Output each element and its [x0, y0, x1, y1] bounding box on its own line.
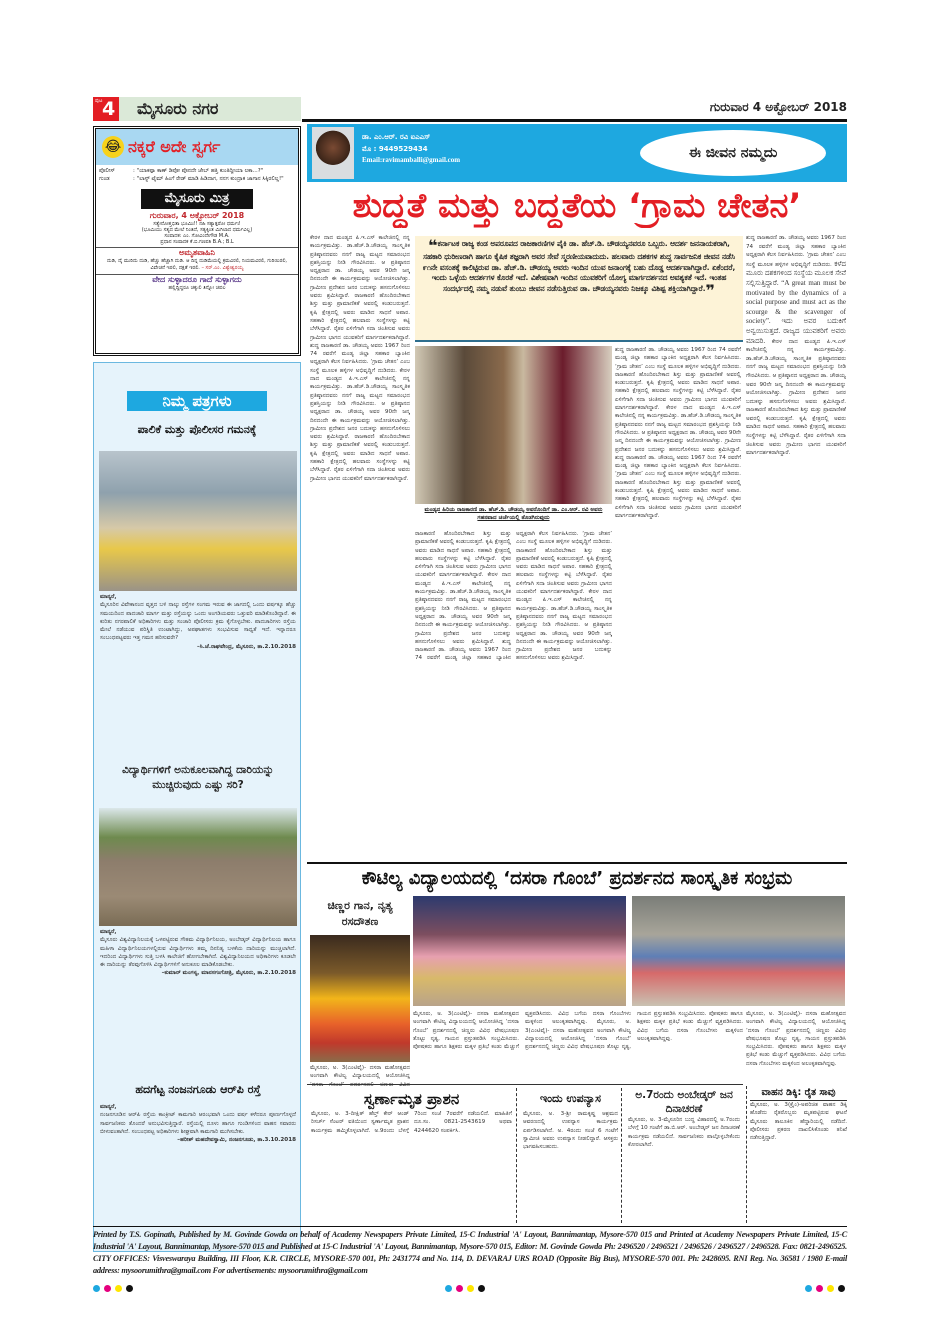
laughing-face-icon: 😂 [102, 136, 124, 158]
briefs-rule [307, 1084, 743, 1085]
article-body-col3: ಶುದ್ಧ ರಾಜಕಾರಣಿ ಡಾ. ಚೌಡಯ್ಯ ಅವರು 1967 ರಿಂದ 74 ರವರೆಗೆ ಮಂಡ್ಯ ಜಿಲ್ಲಾ ಸಹಕಾರ ಬ್ಯಾಂಕಿನ ಅಧ್ಯಕ್ಷರಾಗಿ ಕೆಲಸ ನಿರ್ವಹಿಸಿದರು. ‘ಗ್ರಾಮ ಚೇತನ’ ಎಂಬ ಸಂಸ್ಥೆ ಮೂಲಕ ಹಳ್ಳಿಗಳ ಅಭಿವೃದ್ಧಿಗೆ ದುಡಿದರು. ರಾಜಕಾರಣಿ ಹೊಂದಿರಬೇಕಾದ ಶಿಸ್ತು ಮತ್ತು ಪ್ರಾಮಾಣಿಕತೆ ಅವರಲ್ಲಿ ಕಂಡುಬರುತ್ತದೆ. ಕೃಷಿ ಕ್ಷೇತ್ರದಲ್ಲಿ ಅವರು ಮಾಡಿದ ಸಾಧನೆ ಅಪಾರ. ಸಹಕಾರಿ ಕ್ಷೇತ್ರದಲ್ಲಿ ಹಲವಾರು ಸಂಸ್ಥೆಗಳನ್ನು ಕಟ್ಟಿ ಬೆಳೆಸಿದ್ದಾರೆ. ರೈತರ ಏಳಿಗೆಗಾಗಿ ಸದಾ ಚಿಂತಿಸುವ ಅವರು ಗ್ರಾಮೀಣ ಭಾಗದ ಯುವಕರಿಗೆ ಮಾರ್ಗದರ್ಶಕರಾಗಿದ್ದಾರೆ. ಕೇರಳ ದಾದ ಮಂಡ್ಯದ ಪಿ.ಇ.ಎಸ್ ಕಾಲೇಜಿನಲ್ಲಿ ನನ್ನ ಕಾರ್ಯಕ್ರಮವಿತ್ತು. ಡಾ.ಹೆಚ್.ಡಿ.ಚೌಡಯ್ಯ ಸಾಂಸ್ಕೃತಿಕ ಪ್ರತಿಷ್ಠಾನದವರು ನನಗೆ ರಾಜ್ಯ ಮಟ್ಟದ ಸಮಾರಂಭದ ಪ್ರಶಸ್ತಿಯನ್ನು ನೀಡಿ ಗೌರವಿಸಿದರು. ಆ ಪ್ರತಿಷ್ಠಾನದ ಅಧ್ಯಕ್ಷರಾದ ಡಾ. ಚೌಡಯ್ಯ ಅವರ 90ನೇ ಜನ್ಮ ದಿನದಂದೇ ಈ ಕಾರ್ಯಕ್ರಮವನ್ನು ಆಯೋಜಿಸಲಾಗಿತ್ತು. ಗ್ರಾಮೀಣ ಪ್ರದೇಶದ ಜನರ ಬದುಕನ್ನು ಹಸನುಗೊಳಿಸಲು ಅವರು ಶ್ರಮಿಸಿದ್ದಾರೆ. ಶುದ್ಧ ರಾಜಕಾರಣಿ ಡಾ. ಚೌಡಯ್ಯ ಅವರು 1967 ರಿಂದ 74 ರವರೆಗೆ ಮಂಡ್ಯ ಜಿಲ್ಲಾ ಸಹಕಾರ ಬ್ಯಾಂಕಿನ ಅಧ್ಯಕ್ಷರಾಗಿ ಕೆಲಸ ನಿರ್ವಹಿಸಿದರು. ‘ಗ್ರಾಮ ಚೇತನ’ ಎಂಬ ಸಂಸ್ಥೆ ಮೂಲಕ ಹಳ್ಳಿಗಳ ಅಭಿವೃದ್ಧಿಗೆ ದುಡಿದರು. ರಾಜಕಾರಣಿ ಹೊಂದಿರಬೇಕಾದ ಶಿಸ್ತು ಮತ್ತು ಪ್ರಾಮಾಣಿಕತೆ ಅವರಲ್ಲಿ ಕಂಡುಬರುತ್ತದೆ. ಕೃಷಿ ಕ್ಷೇತ್ರದಲ್ಲಿ ಅವರು ಮಾಡಿದ ಸಾಧನೆ ಅಪಾರ. ಸಹಕಾರಿ ಕ್ಷೇತ್ರದಲ್ಲಿ ಹಲವಾರು ಸಂಸ್ಥೆಗಳನ್ನು ಕಟ್ಟಿ ಬೆಳೆಸಿದ್ದಾರೆ. ರೈತರ ಏಳಿಗೆಗಾಗಿ ಸದಾ ಚಿಂತಿಸುವ ಅವರು ಗ್ರಾಮೀಣ ಭಾಗದ ಯುವಕರಿಗೆ ಮಾರ್ಗದರ್ಶಕರಾಗಿದ್ದಾರೆ. [615, 347, 741, 519]
page-number: 4 [102, 98, 116, 120]
brief-item [307, 1088, 517, 1223]
registration-marks-center [445, 1277, 489, 1296]
letter-photo-shop [99, 451, 297, 591]
dasara-subhead: ಚಿಣ್ಣರ ಗಾನ, ನೃತ್ಯ ರಸದೌತಣ [327, 899, 393, 928]
registration-marks-left [93, 1277, 137, 1296]
author-name: ಡಾ. ಎಂ.ಆರ್. ರವಿ ಐಎಎಸ್ [362, 133, 431, 141]
brief-body: ಮೈಸೂರು, ಅ. 3-ಶ್ರೀ ರಾಮಕೃಷ್ಣ ಆಶ್ರಮದ ಆವರಣದಲ್ಲಿ ಉಪನ್ಯಾಸ ಕಾರ್ಯಕ್ರಮ ಏರ್ಪಡಿಸಲಾಗಿದೆ. ಅ. 4ರಂದು ಸಂಜೆ 6 ಗಂಟೆಗೆ ಸ್ವಾಮೀಜಿ ಅವರು ಉಪನ್ಯಾಸ ನೀಡಲಿದ್ದಾರೆ. ಆಸಕ್ತರು ಭಾಗವಹಿಸಬಹುದು. [523, 1111, 618, 1151]
letter-salutation: ಮಾನ್ಯರೆ, [100, 929, 117, 935]
joke-title: ನಕ್ಕರೆ ಅದೇ ಸ್ವರ್ಗ [128, 137, 221, 156]
brief-headline: ಸ್ವರ್ಣಾಮೃತ ಪ್ರಾಶನ [363, 1090, 460, 1108]
column-series-title: ಈ ಜೀವನ ನಮ್ಮದು [640, 130, 826, 176]
footer-rule [93, 1226, 847, 1227]
amrita-text: ದುಡಿ, ದೈ ಮುರಿದು ದುಡಿ, ಹೆಚ್ಚು ಹೆಚ್ಚಾಗಿ ದುಡಿ. ಆ ದಿನ್ನ ದುಡಿಮೆಯಲ್ಲಿ ಕ್ರಮವಿರಲಿ, ನಿಯಮವಿರಲಿ, ಗುರಿಯಿರಲಿ, ವಿವೇಚನೆ ಇರಲಿ, ದಕ್ಷತೆ ಇರಲಿ. [106, 258, 288, 271]
brief-headline: ವಾಹನ ಡಿಕ್ಕಿ: ರೈತ ಸಾವು [750, 1086, 847, 1101]
article-body-col1: ಕೇರಳ ದಾದ ಮಂಡ್ಯದ ಪಿ.ಇ.ಎಸ್ ಕಾಲೇಜಿನಲ್ಲಿ ನನ್ನ ಕಾರ್ಯಕ್ರಮವಿತ್ತು. ಡಾ.ಹೆಚ್.ಡಿ.ಚೌಡಯ್ಯ ಸಾಂಸ್ಕೃತಿಕ ಪ್ರತಿಷ್ಠಾನದವರು ನನಗೆ ರಾಜ್ಯ ಮಟ್ಟದ ಸಮಾರಂಭದ ಪ್ರಶಸ್ತಿಯನ್ನು ನೀಡಿ ಗೌರವಿಸಿದರು. ಆ ಪ್ರತಿಷ್ಠಾನದ ಅಧ್ಯಕ್ಷರಾದ ಡಾ. ಚೌಡಯ್ಯ ಅವರ 90ನೇ ಜನ್ಮ ದಿನದಂದೇ ಈ ಕಾರ್ಯಕ್ರಮವನ್ನು ಆಯೋಜಿಸಲಾಗಿತ್ತು. ಗ್ರಾಮೀಣ ಪ್ರದೇಶದ ಜನರ ಬದುಕನ್ನು ಹಸನುಗೊಳಿಸಲು ಅವರು ಶ್ರಮಿಸಿದ್ದಾರೆ. ರಾಜಕಾರಣಿ ಹೊಂದಿರಬೇಕಾದ ಶಿಸ್ತು ಮತ್ತು ಪ್ರಾಮಾಣಿಕತೆ ಅವರಲ್ಲಿ ಕಂಡುಬರುತ್ತದೆ. ಕೃಷಿ ಕ್ಷೇತ್ರದಲ್ಲಿ ಅವರು ಮಾಡಿದ ಸಾಧನೆ ಅಪಾರ. ಸಹಕಾರಿ ಕ್ಷೇತ್ರದಲ್ಲಿ ಹಲವಾರು ಸಂಸ್ಥೆಗಳನ್ನು ಕಟ್ಟಿ ಬೆಳೆಸಿದ್ದಾರೆ. ರೈತರ ಏಳಿಗೆಗಾಗಿ ಸದಾ ಚಿಂತಿಸುವ ಅವರು ಗ್ರಾಮೀಣ ಭಾಗದ ಯುವಕರಿಗೆ ಮಾರ್ಗದರ್ಶಕರಾಗಿದ್ದಾರೆ. ಶುದ್ಧ ರಾಜಕಾರಣಿ ಡಾ. ಚೌಡಯ್ಯ ಅವರು 1967 ರಿಂದ 74 ರವರೆಗೆ ಮಂಡ್ಯ ಜಿಲ್ಲಾ ಸಹಕಾರ ಬ್ಯಾಂಕಿನ ಅಧ್ಯಕ್ಷರಾಗಿ ಕೆಲಸ ನಿರ್ವಹಿಸಿದರು. ‘ಗ್ರಾಮ ಚೇತನ’ ಎಂಬ ಸಂಸ್ಥೆ ಮೂಲಕ ಹಳ್ಳಿಗಳ ಅಭಿವೃದ್ಧಿಗೆ ದುಡಿದರು. ಕೇರಳ ದಾದ ಮಂಡ್ಯದ ಪಿ.ಇ.ಎಸ್ ಕಾಲೇಜಿನಲ್ಲಿ ನನ್ನ ಕಾರ್ಯಕ್ರಮವಿತ್ತು. ಡಾ.ಹೆಚ್.ಡಿ.ಚೌಡಯ್ಯ ಸಾಂಸ್ಕೃತಿಕ ಪ್ರತಿಷ್ಠಾನದವರು ನನಗೆ ರಾಜ್ಯ ಮಟ್ಟದ ಸಮಾರಂಭದ ಪ್ರಶಸ್ತಿಯನ್ನು ನೀಡಿ ಗೌರವಿಸಿದರು. ಆ ಪ್ರತಿಷ್ಠಾನದ ಅಧ್ಯಕ್ಷರಾದ ಡಾ. ಚೌಡಯ್ಯ ಅವರ 90ನೇ ಜನ್ಮ ದಿನದಂದೇ ಈ ಕಾರ್ಯಕ್ರಮವನ್ನು ಆಯೋಜಿಸಲಾಗಿತ್ತು. ಗ್ರಾಮೀಣ ಪ್ರದೇಶದ ಜನರ ಬದುಕನ್ನು ಹಸನುಗೊಳಿಸಲು ಅವರು ಶ್ರಮಿಸಿದ್ದಾರೆ. ರಾಜಕಾರಣಿ ಹೊಂದಿರಬೇಕಾದ ಶಿಸ್ತು ಮತ್ತು ಪ್ರಾಮಾಣಿಕತೆ ಅವರಲ್ಲಿ ಕಂಡುಬರುತ್ತದೆ. ಕೃಷಿ ಕ್ಷೇತ್ರದಲ್ಲಿ ಅವರು ಮಾಡಿದ ಸಾಧನೆ ಅಪಾರ. ಸಹಕಾರಿ ಕ್ಷೇತ್ರದಲ್ಲಿ ಹಲವಾರು ಸಂಸ್ಥೆಗಳನ್ನು ಕಟ್ಟಿ ಬೆಳೆಸಿದ್ದಾರೆ. ರೈತರ ಏಳಿಗೆಗಾಗಿ ಸದಾ ಚಿಂತಿಸುವ ಅವರು ಗ್ರಾಮೀಣ ಭಾಗದ ಯುವಕರಿಗೆ ಮಾರ್ಗದರ್ಶಕರಾಗಿದ್ದಾರೆ. [310, 235, 410, 482]
joke-line: : "ಯಾಕಪ್ಪಾ ಕಾಣ್ ಡಿಪೋ ಪೊನದೇ ಜೇಬ್ ಹತ್ತಿ ಕುಂತಿದ್ದೀಯಾ ಲಕಾ...?" [133, 168, 264, 174]
footer-imprint: Printed by T.S. Gopinath, Published by M. Govinde Gowda on behalf of Academy Newspapers Private Limited, 15-C Industrial 'A' Layout, Bannimantap, Mysore-570 015 and Printed at Academy Newspapers Private Limited, 15-C Industrial 'A' Layout, Bannimantap, Mysore-570 015 and Published at 15-C Industrial 'A' Layout, Bannimantap, Mysore-570 015, Editor: M. Govinde Gowda Ph: 2496520 / 2496521 / 2496526 / 2496527 / 2496528. Fax: 0821-2496525. CITY OFFICES: Visveswaraya Building, III Floor, K.R. CIRCLE, MYSORE-570 001, Ph: 2431774 and No. 114, D. DEVARAJ URS ROAD (Opposite Big Bus), MYSORE-570 001. Ph: 2428695. RNI Reg. No. 36581 / 1980 E-mail address: mysoorumithra@gmail.com For advertisements: mysoorumithra@gmail.com [93, 1230, 847, 1275]
letter-salutation: ಮಾನ್ಯರೆ, [100, 594, 117, 600]
letter-body: ನಂಜನಗೂಡಿನ ಆರ್‌ಪಿ ರಸ್ತೆಯ ಕಾಂಕ್ರೀಟ್ ಕಾಮಗಾರಿ ಆರಂಭವಾಗಿ ಒಂದು ವರ್ಷ ಕಳೆದರೂ ಪೂರ್ಣಗೊಳ್ಳದೆ ಸಾರ್ವಜನಿಕರು ತೊಂದರೆ ಅನುಭವಿಸುತ್ತಿದ್ದಾರೆ. ರಸ್ತೆಯಲ್ಲಿ ದೂಳು ಹಾಗೂ ಗುಂಡಿಗಳಿಂದ ವಾಹನ ಸವಾರರು ಬೀಳುವಂತಾಗಿದೆ. ಸಂಬಂಧಪಟ್ಟ ಅಧಿಕಾರಿಗಳು ಶೀಘ್ರವಾಗಿ ಕಾಮಗಾರಿ ಮುಗಿಸಬೇಕು. [100, 1112, 296, 1135]
joke-header [96, 129, 298, 165]
dasara-body-right: ಮೈಸೂರು, ಅ. 3(ಎಂಟಿವೈ)- ದಸರಾ ಮಹೋತ್ಸವದ ಅಂಗವಾಗಿ ಕೌಟಿಲ್ಯ ವಿದ್ಯಾಲಯದಲ್ಲಿ ಆಯೋಜಿಸಿದ್ದ ‘ದಸರಾ ಗೊಂಬೆ’ ಪ್ರದರ್ಶನದಲ್ಲಿ ಚಿಣ್ಣರು ವಿವಿಧ ವೇಷಭೂಷಣ ತೊಟ್ಟು ನೃತ್ಯ, ಗಾಯನ ಪ್ರಸ್ತುತಪಡಿಸಿ ಸಂಭ್ರಮಿಸಿದರು. ಪೋಷಕರು ಹಾಗೂ ಶಿಕ್ಷಕರು ಮಕ್ಕಳ ಪ್ರತಿಭೆ ಕಂಡು ಮೆಚ್ಚುಗೆ ವ್ಯಕ್ತಪಡಿಸಿದರು. ವಿವಿಧ ಬಗೆಯ ದಸರಾ ಗೊಂಬೆಗಳು ಮಕ್ಕಳಿಂದ ಅಲಂಕೃತವಾಗಿದ್ದವು. [746, 1011, 846, 1067]
close-quote-icon: ❞ [705, 281, 715, 301]
page-label: ಪುಟ [95, 98, 103, 104]
letter-signature: –ಕುಮಾರ್ ಮಂಗಳ್ಯ, ಮಾನಸಗಂಗೋತ್ರಿ, ಮೈಸೂರು, ತಾ.2.10.2018 [161, 970, 296, 977]
letter-signature: –ಸಿ.ಜೆ.ರಾಘವೇಂದ್ರ, ಮೈಸೂರು, ತಾ.2.10.2018 [196, 643, 296, 650]
dasara-rule [307, 862, 847, 864]
brief-headline: ಇಂದು ಉಪನ್ಯಾಸ [539, 1092, 602, 1105]
letter-headline: ವಿದ್ಯಾರ್ಥಿಗಳಿಗೆ ಅನುಕೂಲವಾಗಿದ್ದ ದಾರಿಯನ್ನು ಮುಚ್ಚಿರುವುದು ಎಷ್ಟು ಸರಿ? [122, 764, 274, 791]
masthead-editor: ಸಂಪಾದಕ: ಎಂ. ಗೋವಿಂದೇಗೌಡ M.A. [164, 233, 230, 239]
article-body-col4: ಶುದ್ಧ ರಾಜಕಾರಣಿ ಡಾ. ಚೌಡಯ್ಯ ಅವರು 1967 ರಿಂದ 74 ರವರೆಗೆ ಮಂಡ್ಯ ಜಿಲ್ಲಾ ಸಹಕಾರ ಬ್ಯಾಂಕಿನ ಅಧ್ಯಕ್ಷರಾಗಿ ಕೆಲಸ ನಿರ್ವಹಿಸಿದರು. ‘ಗ್ರಾಮ ಚೇತನ’ ಎಂಬ ಸಂಸ್ಥೆ ಮೂಲಕ ಹಳ್ಳಿಗಳ ಅಭಿವೃದ್ಧಿಗೆ ದುಡಿದರು. ಕಳೆದ ಮೂರು ದಶಕಗಳಿಂದ ಸಂಸ್ಥೆಯ ಮೂಲಕ ಸೇವೆ ಸಲ್ಲಿಸುತ್ತಿದ್ದಾರೆ. “A great man must be motivated by the dynamics of a social purpose and must act as the scourge & the scavenger of society”. ಇದು ಅವರ ಬದುಕಿಗೆ ಅನ್ವಯಿಸುತ್ತದೆ. ರಾಜ್ಯದ ಯುವಕರಿಗೆ ಅವರು ಮಾದರಿ. ಕೇರಳ ದಾದ ಮಂಡ್ಯದ ಪಿ.ಇ.ಎಸ್ ಕಾಲೇಜಿನಲ್ಲಿ ನನ್ನ ಕಾರ್ಯಕ್ರಮವಿತ್ತು. ಡಾ.ಹೆಚ್.ಡಿ.ಚೌಡಯ್ಯ ಸಾಂಸ್ಕೃತಿಕ ಪ್ರತಿಷ್ಠಾನದವರು ನನಗೆ ರಾಜ್ಯ ಮಟ್ಟದ ಸಮಾರಂಭದ ಪ್ರಶಸ್ತಿಯನ್ನು ನೀಡಿ ಗೌರವಿಸಿದರು. ಆ ಪ್ರತಿಷ್ಠಾನದ ಅಧ್ಯಕ್ಷರಾದ ಡಾ. ಚೌಡಯ್ಯ ಅವರ 90ನೇ ಜನ್ಮ ದಿನದಂದೇ ಈ ಕಾರ್ಯಕ್ರಮವನ್ನು ಆಯೋಜಿಸಲಾಗಿತ್ತು. ಗ್ರಾಮೀಣ ಪ್ರದೇಶದ ಜನರ ಬದುಕನ್ನು ಹಸನುಗೊಳಿಸಲು ಅವರು ಶ್ರಮಿಸಿದ್ದಾರೆ. ರಾಜಕಾರಣಿ ಹೊಂದಿರಬೇಕಾದ ಶಿಸ್ತು ಮತ್ತು ಪ್ರಾಮಾಣಿಕತೆ ಅವರಲ್ಲಿ ಕಂಡುಬರುತ್ತದೆ. ಕೃಷಿ ಕ್ಷೇತ್ರದಲ್ಲಿ ಅವರು ಮಾಡಿದ ಸಾಧನೆ ಅಪಾರ. ಸಹಕಾರಿ ಕ್ಷೇತ್ರದಲ್ಲಿ ಹಲವಾರು ಸಂಸ್ಥೆಗಳನ್ನು ಕಟ್ಟಿ ಬೆಳೆಸಿದ್ದಾರೆ. ರೈತರ ಏಳಿಗೆಗಾಗಿ ಸದಾ ಚಿಂತಿಸುವ ಅವರು ಗ್ರಾಮೀಣ ಭಾಗದ ಯುವಕರಿಗೆ ಮಾರ್ಗದರ್ಶಕರಾಗಿದ್ದಾರೆ. [746, 235, 846, 457]
column-header [307, 124, 847, 182]
brief-item [746, 1086, 847, 1223]
letter-photo-wall [99, 808, 297, 926]
photo-caption: ಮಂಡ್ಯದ ಹಿರಿಯ ರಾಜಕಾರಣಿ ಡಾ. ಹೆಚ್.ಡಿ. ಚೌಡಯ್ಯ ಅವರೊಂದಿಗೆ ಡಾ. ಎಂ.ಆರ್. ರವಿ ಅವರು ಗಹನವಾದ ಚರ್ಚೆಯಲ್ಲಿ ತೊಡಗಿರುವುದು [424, 507, 603, 521]
proverb-sub: ಹಲ್ಲಿದ್ದಿದ್ದರೂ ಚಕ್ಕುಲಿ ತಿನ್ನೋ ಚಪಲ [168, 285, 226, 291]
amrita-author: – ಸರ್.ಎಂ. ವಿಶ್ವೇಶ್ವರಯ್ಯ [201, 265, 244, 271]
brief-body: ಮೈಸೂರು, ಅ. 3(ಕ್ರೈಂ)-ಅಪರಿಚಿತ ವಾಹನ ಡಿಕ್ಕಿ ಹೊಡೆದು ರೈತರೊಬ್ಬರು ಮೃತಪಟ್ಟಿರುವ ಘಟನೆ ಮೈಸೂರು ತಾಲೂಕಿನ ಹೆದ್ದಾರಿಯಲ್ಲಿ ನಡೆದಿದೆ. ಪೊಲೀಸರು ಪ್ರಕರಣ ದಾಖಲಿಸಿಕೊಂಡು ತನಿಖೆ ನಡೆಸುತ್ತಿದ್ದಾರೆ. [750, 1102, 847, 1142]
section-label: ಮೈಸೂರು ನಗರ [119, 97, 301, 121]
page-number-box [93, 97, 119, 121]
author-phone: ಮೊ : 9449529434 [362, 145, 428, 153]
quote-text: ಕರ್ನಾಟಕ ರಾಜ್ಯ ಕಂಡ ಅಪರೂಪದ ರಾಜಕಾರಣಿಗಳ ಪೈಕಿ ಡಾ. ಹೆಚ್.ಡಿ. ಚೌಡಯ್ಯನವರೂ ಒಬ್ಬರು. ಆದರ್ಶ ಜನನಾಯಕರಾಗಿ, ಸಹಕಾರಿ ಧುರೀಣರಾಗಿ ಹಾಗೂ ಕೈಷಿಕ ತಜ್ಞರಾಗಿ ಅವರ ಸೇವೆ ಸ್ಮರಣೀಯವಾದುದು. ಹಲವಾರು ದಶಕಗಳ ಶುದ್ಧ ಸಾರ್ವಜನಿಕ ಜೀವನ ನಡೆಸಿ ೯೧ನೇ ವಸಂತಕ್ಕೆ ಕಾಲಿಟ್ಟಿರುವ ಡಾ. ಹೆಚ್.ಡಿ. ಚೌಡಯ್ಯ ಅವರು ಇಂದಿನ ಯುವ ಜನಾಂಗಕ್ಕೆ ಬಹು ದೊಡ್ಡ ಆದರ್ಶವಾಗಿದ್ದಾರೆ. ಏಕೆಂದರೆ, ಇಂದು ಒಳ್ಳೆಯ ಆದರ್ಶಗಳ ಕೊರತೆ ಇದೆ. ವಿಶೇಷವಾಗಿ ಇಂದಿನ ಯುವಕರಿಗೆ ಯೋಗ್ಯ ಮಾರ್ಗದರ್ಶನದ ಅವಶ್ಯಕತೆ ಇದೆ. ಇಂತಹ ಸಂದರ್ಭದಲ್ಲಿ ನಮ್ಮ ನಡುವೆ ತುಂಬು ಜೀವನ ನಡೆಸುತ್ತಿರುವ ಡಾ. ಚೌಡಯ್ಯನವರು ನಿಜಕ್ಕೂ ವಿಶಿಷ್ಟ ಶಕ್ತಿಯಾಗಿದ್ದಾರೆ. [422, 239, 736, 294]
author-email: Email:ravimamballi@gmail.com [362, 156, 461, 164]
letter-salutation: ಮಾನ್ಯರೆ, [100, 1104, 117, 1110]
masthead-box [93, 126, 301, 356]
letter-headline: ಹದಗೆಟ್ಟ ನಂಜನಗೂಡು ಆರ್‌ಪಿ ರಸ್ತೆ [135, 1083, 261, 1096]
page-date: ಗುರುವಾರ 4 ಅಕ್ಟೋಬರ್ 2018 [709, 100, 847, 114]
dasara-photo-children [632, 896, 845, 1006]
article-photo [415, 346, 612, 504]
joke-line: : "ಲಾಸ್ಟ್ ಟೈಮ್ ಹಿಂಗೆ ರೇಡ್ ಮಾಡಿ ಹಿಡಿದಾಗ, ನನಗ ಕುಂದ್ರಾಕ ಜಾಗಾನ ಸಿಕ್ಕಿರಲಿಲ್ಲ!" [133, 176, 284, 182]
joke-speaker: ಪೊಲೀಸ್ [99, 168, 115, 174]
dasara-caption: ಮೈಸೂರು, ಅ. 3(ಎಂಟಿವೈ)- ದಸರಾ ಮಹೋತ್ಸವದ ಅಂಗವಾಗಿ ಕೌಟಿಲ್ಯ ವಿದ್ಯಾಲಯದಲ್ಲಿ ಆಯೋಜಿಸಿದ್ದ [310, 1065, 410, 1080]
joke-speaker: ಗುಂಡ [99, 176, 110, 182]
brief-headline: ಅ.7ರಂದು ಅಂಬೇಡ್ಕರ್ ಜನ ದಿನಾಚರಣೆ [635, 1089, 733, 1115]
pull-quote [415, 236, 743, 342]
letter-body: ಮೈಸೂರು ವಿಶ್ವವಿದ್ಯಾನಿಲಯಕ್ಕೆ ಒಳಪಟ್ಟಿರುವ ಗೌತಮ ವಿದ್ಯಾರ್ಥಿನಿಲಯ, ಅಂಬೇಡ್ಕರ್ ವಿದ್ಯಾರ್ಥಿನಿಲಯ ಹಾಗೂ ಮಹಿಳಾ ವಿದ್ಯಾರ್ಥಿನಿಲಯಗಳಲ್ಲಿರುವ ವಿದ್ಯಾರ್ಥಿಗಳು ತಮ್ಮ ದಿನನಿತ್ಯ ಬಳಕೆಯ ದಾರಿಯನ್ನು ಮುಚ್ಚಲಾಗಿದೆ. ಇದರಿಂದ ವಿದ್ಯಾರ್ಥಿಗಳು ಸುತ್ತಿ ಬಳಸಿ ಕಾಲೇಜಿಗೆ ಹೋಗಬೇಕಾಗಿದೆ. ವಿಶ್ವವಿದ್ಯಾನಿಲಯದ ಅಧಿಕಾರಿಗಳು ಕೂಡಲೇ ಈ ದಾರಿಯನ್ನು ತೆರವುಗೊಳಿಸಿ ವಿದ್ಯಾರ್ಥಿಗಳಿಗೆ ಅನುಕೂಲ ಮಾಡಿಕೊಡಬೇಕು. [100, 937, 296, 969]
column-headline: ಶುದ್ಧತೆ ಮತ್ತು ಬದ್ಧತೆಯ ‘ಗ್ರಾಮ ಚೇತನ’ [352, 186, 802, 226]
dasara-headline: ಕೌಟಿಲ್ಯ ವಿದ್ಯಾಲಯದಲ್ಲಿ ‘ದಸರಾ ಗೊಂಬೆ’ ಪ್ರದರ್ಶನದ ಸಾಂಸ್ಕೃತಿಕ ಸಂಭ್ರಮ [361, 868, 793, 889]
dasara-photo-dolls [413, 896, 626, 1006]
registration-marks-right [805, 1277, 849, 1296]
letter-headline: ಪಾಲಿಕೆ ಮತ್ತು ಪೊಲೀಸರ ಗಮನಕ್ಕೆ [137, 423, 257, 436]
brief-body: ಮೈಸೂರು, ಅ. 3-ಮೈಸೂರಿನ ಬುದ್ಧ ವಿಹಾರದಲ್ಲಿ ಅ.7ರಂದು ಬೆಳಗ್ಗೆ 10 ಗಂಟೆಗೆ ಡಾ.ಬಿ.ಆರ್. ಅಂಬೇಡ್ಕರ್ ಜನ ದಿನಾಚರಣೆ ಕಾರ್ಯಕ್ರಮ ನಡೆಯಲಿದೆ. ಸಾರ್ವಜನಿಕರು ಪಾಲ್ಗೊಳ್ಳಬೇಕೆಂದು ಕೋರಲಾಗಿದೆ. [628, 1117, 740, 1148]
masthead-chief-editor: ಪ್ರಧಾನ ಸಂಪಾದಕ ಕೆ.ಬಿ.ಗಣಪತಿ B.A.; B.L [96, 239, 298, 248]
letter-body: ಮೈಸೂರಿನ ವಿವೇಕಾನಂದ ವೃತ್ತದ ಬಳಿ ನಾಲ್ಕು ರಸ್ತೆಗಳ ಸಂಗಮ ಇರುವ ಈ ಜಾಗದಲ್ಲಿ ಒಂದು ವರ್ಷಕ್ಕೂ ಹೆಚ್ಚು ಸಮಯದಿಂದ ಪಾದಚಾರಿ ಮಾರ್ಗ ಮತ್ತು ರಸ್ತೆಯನ್ನು ಒಂದು ಅಂಗಡಿಯವರು ಒತ್ತುವರಿ ಮಾಡಿಕೊಂಡಿದ್ದಾರೆ. ಈ ಕುರಿತು ನಗರಪಾಲಿಕೆ ಅಧಿಕಾರಿಗಳು ಮತ್ತು ಸಂಚಾರಿ ಪೊಲೀಸರು ಕ್ರಮ ಕೈಗೊಳ್ಳಬೇಕು. ಪಾದಚಾರಿಗಳು ರಸ್ತೆಯ ಮೇಲೆ ನಡೆಯುವ ಪರಿಸ್ಥಿತಿ ಉಂಟಾಗಿದ್ದು, ಅಪಘಾತಗಳು ಸಂಭವಿಸುವ ಸಾಧ್ಯತೆ ಇದೆ. ಇನ್ನಾದರೂ ಸಂಬಂಧಪಟ್ಟವರು ಇತ್ತ ಗಮನ ಹರಿಸುವರೇ? [100, 602, 296, 642]
masthead-date: ಗುರುವಾರ, 4 ಅಕ್ಟೋಬರ್ 2018 [149, 211, 245, 220]
masthead-logo: ಮೈಸೂರು ಮಿತ್ರ [141, 189, 253, 209]
dasara-photo-dancer [310, 935, 410, 1062]
letters-title: ನಿಮ್ಮ ಪತ್ರಗಳು [127, 391, 267, 411]
header-rule [302, 119, 847, 122]
article-body-col2: ರಾಜಕಾರಣಿ ಹೊಂದಿರಬೇಕಾದ ಶಿಸ್ತು ಮತ್ತು ಪ್ರಾಮಾಣಿಕತೆ ಅವರಲ್ಲಿ ಕಂಡುಬರುತ್ತದೆ. ಕೃಷಿ ಕ್ಷೇತ್ರದಲ್ಲಿ ಅವರು ಮಾಡಿದ ಸಾಧನೆ ಅಪಾರ. ಸಹಕಾರಿ ಕ್ಷೇತ್ರದಲ್ಲಿ ಹಲವಾರು ಸಂಸ್ಥೆಗಳನ್ನು ಕಟ್ಟಿ ಬೆಳೆಸಿದ್ದಾರೆ. ರೈತರ ಏಳಿಗೆಗಾಗಿ ಸದಾ ಚಿಂತಿಸುವ ಅವರು ಗ್ರಾಮೀಣ ಭಾಗದ ಯುವಕರಿಗೆ ಮಾರ್ಗದರ್ಶಕರಾಗಿದ್ದಾರೆ. ಕೇರಳ ದಾದ ಮಂಡ್ಯದ ಪಿ.ಇ.ಎಸ್ ಕಾಲೇಜಿನಲ್ಲಿ ನನ್ನ ಕಾರ್ಯಕ್ರಮವಿತ್ತು. ಡಾ.ಹೆಚ್.ಡಿ.ಚೌಡಯ್ಯ ಸಾಂಸ್ಕೃತಿಕ ಪ್ರತಿಷ್ಠಾನದವರು ನನಗೆ ರಾಜ್ಯ ಮಟ್ಟದ ಸಮಾರಂಭದ ಪ್ರಶಸ್ತಿಯನ್ನು ನೀಡಿ ಗೌರವಿಸಿದರು. ಆ ಪ್ರತಿಷ್ಠಾನದ ಅಧ್ಯಕ್ಷರಾದ ಡಾ. ಚೌಡಯ್ಯ ಅವರ 90ನೇ ಜನ್ಮ ದಿನದಂದೇ ಈ ಕಾರ್ಯಕ್ರಮವನ್ನು ಆಯೋಜಿಸಲಾಗಿತ್ತು. ಗ್ರಾಮೀಣ ಪ್ರದೇಶದ ಜನರ ಬದುಕನ್ನು ಹಸನುಗೊಳಿಸಲು ಅವರು ಶ್ರಮಿಸಿದ್ದಾರೆ. ಶುದ್ಧ ರಾಜಕಾರಣಿ ಡಾ. ಚೌಡಯ್ಯ ಅವರು 1967 ರಿಂದ 74 ರವರೆಗೆ ಮಂಡ್ಯ ಜಿಲ್ಲಾ ಸಹಕಾರ ಬ್ಯಾಂಕಿನ ಅಧ್ಯಕ್ಷರಾಗಿ ಕೆಲಸ ನಿರ್ವಹಿಸಿದರು. ‘ಗ್ರಾಮ ಚೇತನ’ ಎಂಬ ಸಂಸ್ಥೆ ಮೂಲಕ ಹಳ್ಳಿಗಳ ಅಭಿವೃದ್ಧಿಗೆ ದುಡಿದರು. ರಾಜಕಾರಣಿ ಹೊಂದಿರಬೇಕಾದ ಶಿಸ್ತು ಮತ್ತು ಪ್ರಾಮಾಣಿಕತೆ ಅವರಲ್ಲಿ ಕಂಡುಬರುತ್ತದೆ. ಕೃಷಿ ಕ್ಷೇತ್ರದಲ್ಲಿ ಅವರು ಮಾಡಿದ ಸಾಧನೆ ಅಪಾರ. ಸಹಕಾರಿ ಕ್ಷೇತ್ರದಲ್ಲಿ ಹಲವಾರು ಸಂಸ್ಥೆಗಳನ್ನು ಕಟ್ಟಿ ಬೆಳೆಸಿದ್ದಾರೆ. ರೈತರ ಏಳಿಗೆಗಾಗಿ ಸದಾ ಚಿಂತಿಸುವ ಅವರು ಗ್ರಾಮೀಣ ಭಾಗದ ಯುವಕರಿಗೆ ಮಾರ್ಗದರ್ಶಕರಾಗಿದ್ದಾರೆ. ಕೇರಳ ದಾದ ಮಂಡ್ಯದ ಪಿ.ಇ.ಎಸ್ ಕಾಲೇಜಿನಲ್ಲಿ ನನ್ನ ಕಾರ್ಯಕ್ರಮವಿತ್ತು. ಡಾ.ಹೆಚ್.ಡಿ.ಚೌಡಯ್ಯ ಸಾಂಸ್ಕೃತಿಕ ಪ್ರತಿಷ್ಠಾನದವರು ನನಗೆ ರಾಜ್ಯ ಮಟ್ಟದ ಸಮಾರಂಭದ ಪ್ರಶಸ್ತಿಯನ್ನು ನೀಡಿ ಗೌರವಿಸಿದರು. ಆ ಪ್ರತಿಷ್ಠಾನದ ಅಧ್ಯಕ್ಷರಾದ ಡಾ. ಚೌಡಯ್ಯ ಅವರ 90ನೇ ಜನ್ಮ ದಿನದಂದೇ ಈ ಕಾರ್ಯಕ್ರಮವನ್ನು ಆಯೋಜಿಸಲಾಗಿತ್ತು. ಗ್ರಾಮೀಣ ಪ್ರದೇಶದ ಜನರ ಬದುಕನ್ನು ಹಸನುಗೊಳಿಸಲು ಅವರು ಶ್ರಮಿಸಿದ್ದಾರೆ. [415, 531, 612, 662]
proverb: ವೇದ ಸುಳ್ಳಾದರೂ ಗಾದೆ ಸುಳ್ಳಾಗದು [96, 274, 298, 285]
brief-item [520, 1088, 622, 1223]
brief-item [625, 1088, 743, 1223]
masthead-motto-translation: (ಭೂಮಿಯು ಸತ್ಯದ ಮೇಲೆ ನಿಂತಿದೆ, ಸತ್ಯಕ್ಕಿಂತ ಮಿಗಿಲಾದ ಧರ್ಮವಿಲ್ಲ) [141, 227, 253, 233]
amrita-title: ಅಮೃತವಾಹಿನಿ [179, 248, 215, 257]
author-photo [312, 127, 354, 179]
open-quote-icon: ❝ [428, 236, 438, 255]
letters-section [93, 362, 301, 1252]
letter-signature: –ಹರೀಶ್ ಮಹದೇವಸ್ವಾಮಿ, ನಂಜನಗೂಡು, ತಾ.3.10.2018 [177, 1137, 296, 1144]
brief-body: ಮೈಸೂರು, ಅ. 3-ದೀಕ್ಷಿತ್ ಹೆಲ್ತ್ ಕೇರ್ ಆಂಡ್ ರಿಸರ್ಚ್ ಸೆಂಟರ್ ವತಿಯಿಂದ ಸ್ವರ್ಣಾಮೃತ ಪ್ರಾಶನ ಕಾರ್ಯಕ್ರಮ ಹಮ್ಮಿಕೊಳ್ಳಲಾಗಿದೆ. ಅ.9ರಂದು ಬೆಳಗ್ಗೆ 7ರಿಂದ ಸಂಜೆ 7ರವರೆಗೆ ನಡೆಯಲಿದೆ. ಮಾಹಿತಿಗೆ ದೂ.ಸಂ. 0821-2543619 ಅಥವಾ 4244620 ಸಂಪರ್ಕಿಸಿ. [311, 1111, 512, 1134]
dasara-body: ಮೈಸೂರು, ಅ. 3(ಎಂಟಿವೈ)- ದಸರಾ ಮಹೋತ್ಸವದ ಅಂಗವಾಗಿ ಕೌಟಿಲ್ಯ ವಿದ್ಯಾಲಯದಲ್ಲಿ ಆಯೋಜಿಸಿದ್ದ ‘ದಸರಾ ಗೊಂಬೆ’ ಪ್ರದರ್ಶನದಲ್ಲಿ ಚಿಣ್ಣರು ವಿವಿಧ ವೇಷಭೂಷಣ ತೊಟ್ಟು ನೃತ್ಯ, ಗಾಯನ ಪ್ರಸ್ತುತಪಡಿಸಿ ಸಂಭ್ರಮಿಸಿದರು. ಪೋಷಕರು ಹಾಗೂ ಶಿಕ್ಷಕರು ಮಕ್ಕಳ ಪ್ರತಿಭೆ ಕಂಡು ಮೆಚ್ಚುಗೆ ವ್ಯಕ್ತಪಡಿಸಿದರು. ವಿವಿಧ ಬಗೆಯ ದಸರಾ ಗೊಂಬೆಗಳು ಮಕ್ಕಳಿಂದ ಅಲಂಕೃತವಾಗಿದ್ದವು. ಮೈಸೂರು, ಅ. 3(ಎಂಟಿವೈ)- ದಸರಾ ಮಹೋತ್ಸವದ ಅಂಗವಾಗಿ ಕೌಟಿಲ್ಯ ವಿದ್ಯಾಲಯದಲ್ಲಿ ಆಯೋಜಿಸಿದ್ದ ‘ದಸರಾ ಗೊಂಬೆ’ ಪ್ರದರ್ಶನದಲ್ಲಿ ಚಿಣ್ಣರು ವಿವಿಧ ವೇಷಭೂಷಣ ತೊಟ್ಟು ನೃತ್ಯ, ಗಾಯನ ಪ್ರಸ್ತುತಪಡಿಸಿ ಸಂಭ್ರಮಿಸಿದರು. ಪೋಷಕರು ಹಾಗೂ ಶಿಕ್ಷಕರು ಮಕ್ಕಳ ಪ್ರತಿಭೆ ಕಂಡು ಮೆಚ್ಚುಗೆ ವ್ಯಕ್ತಪಡಿಸಿದರು. ವಿವಿಧ ಬಗೆಯ ದಸರಾ ಗೊಂಬೆಗಳು ಮಕ್ಕಳಿಂದ ಅಲಂಕೃತವಾಗಿದ್ದವು. [413, 1011, 743, 1051]
masthead-motto: ಸತ್ಯೇನೋತ್ತಭಿತಾ ಭೂಮಿಃ!! ನಹಿ ಸತ್ಯಾತ್ಪರೋ ಧರ್ಮಃ! [153, 221, 241, 227]
